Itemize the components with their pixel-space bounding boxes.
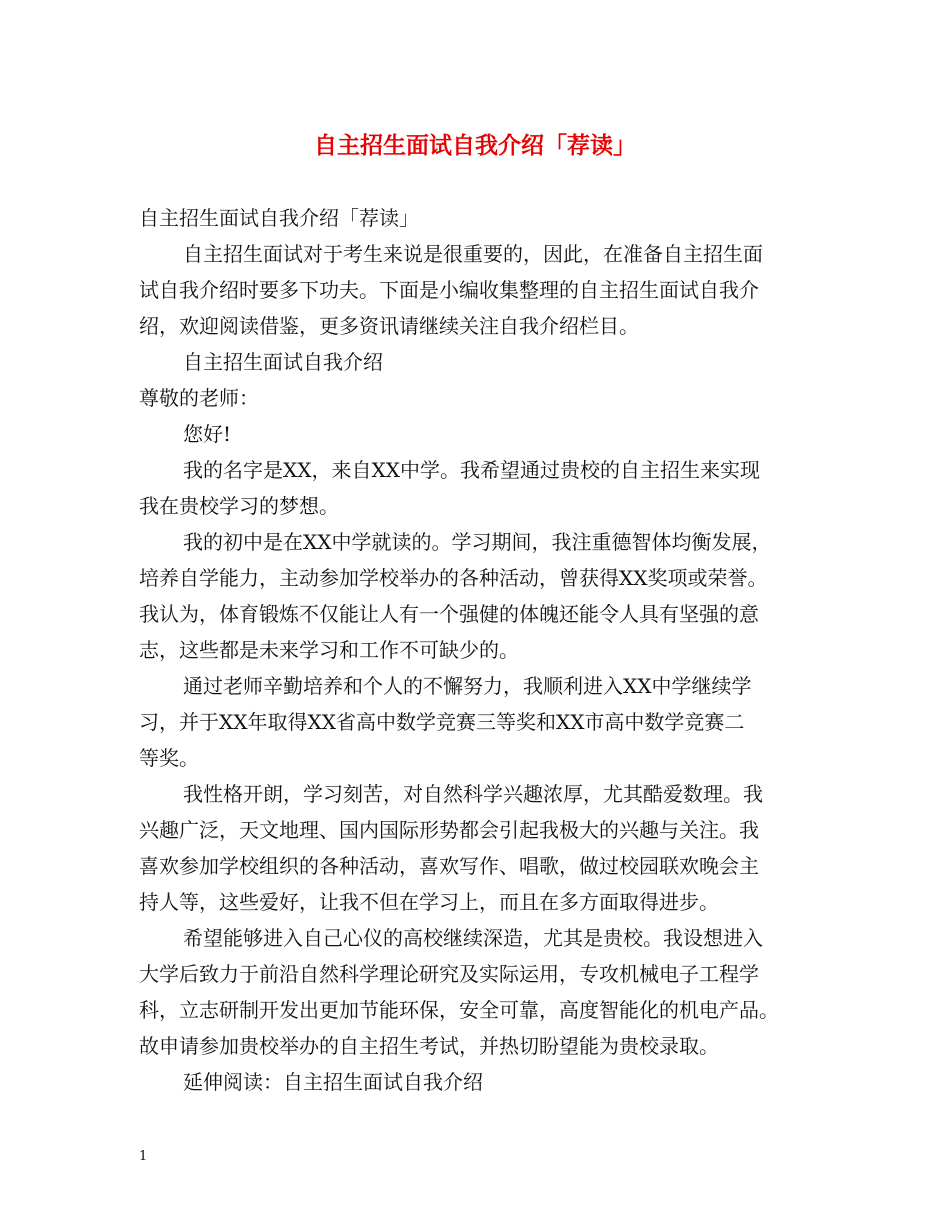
body-line: 自主招生面试自我介绍 (183, 350, 383, 374)
body-line: 科，立志研制开发出更加节能环保，安全可靠，高度智能化的机电产品。 (139, 998, 779, 1022)
page-number: 1 (139, 1149, 148, 1164)
body-line: 喜欢参加学校组织的各种活动，喜欢写作、唱歌，做过校园联欢晚会主 (139, 854, 759, 878)
body-line: 我的名字是XX，来自XX中学。我希望通过贵校的自主招生来实现 (183, 458, 760, 482)
body-line: 习，并于XX年取得XX省高中数学竞赛三等奖和XX市高中数学竞赛二 (139, 710, 745, 734)
body-line: 大学后致力于前沿自然科学理论研究及实际运用，专攻机械电子工程学 (139, 962, 759, 986)
body-line: 试自我介绍时要多下功夫。下面是小编收集整理的自主招生面试自我介 (139, 278, 759, 302)
body-line: 我性格开朗，学习刻苦，对自然科学兴趣浓厚，尤其酷爱数理。我 (183, 782, 763, 806)
body-line: 故申请参加贵校举办的自主招生考试，并热切盼望能为贵校录取。 (139, 1034, 719, 1058)
body-line: 自主招生面试自我介绍「荐读」 (139, 206, 419, 230)
body-line: 等奖。 (139, 746, 199, 770)
body-line: 通过老师辛勤培养和个人的不懈努力，我顺利进入XX中学继续学 (183, 674, 752, 698)
body-line: 尊敬的老师： (139, 386, 259, 410)
body-line: 您好! (183, 422, 232, 446)
body-line: 兴趣广泛，天文地理、国内国际形势都会引起我极大的兴趣与关注。我 (139, 818, 759, 842)
body-line: 延伸阅读：自主招生面试自我介绍 (183, 1070, 483, 1094)
body-line: 志，这些都是未来学习和工作不可缺少的。 (139, 638, 519, 662)
body-line: 我在贵校学习的梦想。 (139, 494, 339, 518)
body-line: 希望能够进入自己心仪的高校继续深造，尤其是贵校。我设想进入 (183, 926, 763, 950)
document-body (139, 200, 819, 1100)
body-line: 我认为，体育锻炼不仅能让人有一个强健的体魄还能令人具有坚强的意 (139, 602, 759, 626)
body-line: 持人等，这些爱好，让我不但在学习上，而且在多方面取得进步。 (139, 890, 719, 914)
body-line: 自主招生面试对于考生来说是很重要的，因此，在准备自主招生面 (183, 242, 763, 266)
body-line: 绍，欢迎阅读借鉴，更多资讯请继续关注自我介绍栏目。 (139, 314, 639, 338)
body-line: 培养自学能力，主动参加学校举办的各种活动，曾获得XX奖项或荣誉。 (139, 566, 768, 590)
body-line: 我的初中是在XX中学就读的。学习期间，我注重德智体均衡发展， (183, 530, 772, 554)
document-title: 自主招生面试自我介绍「荐读」 (314, 132, 636, 159)
